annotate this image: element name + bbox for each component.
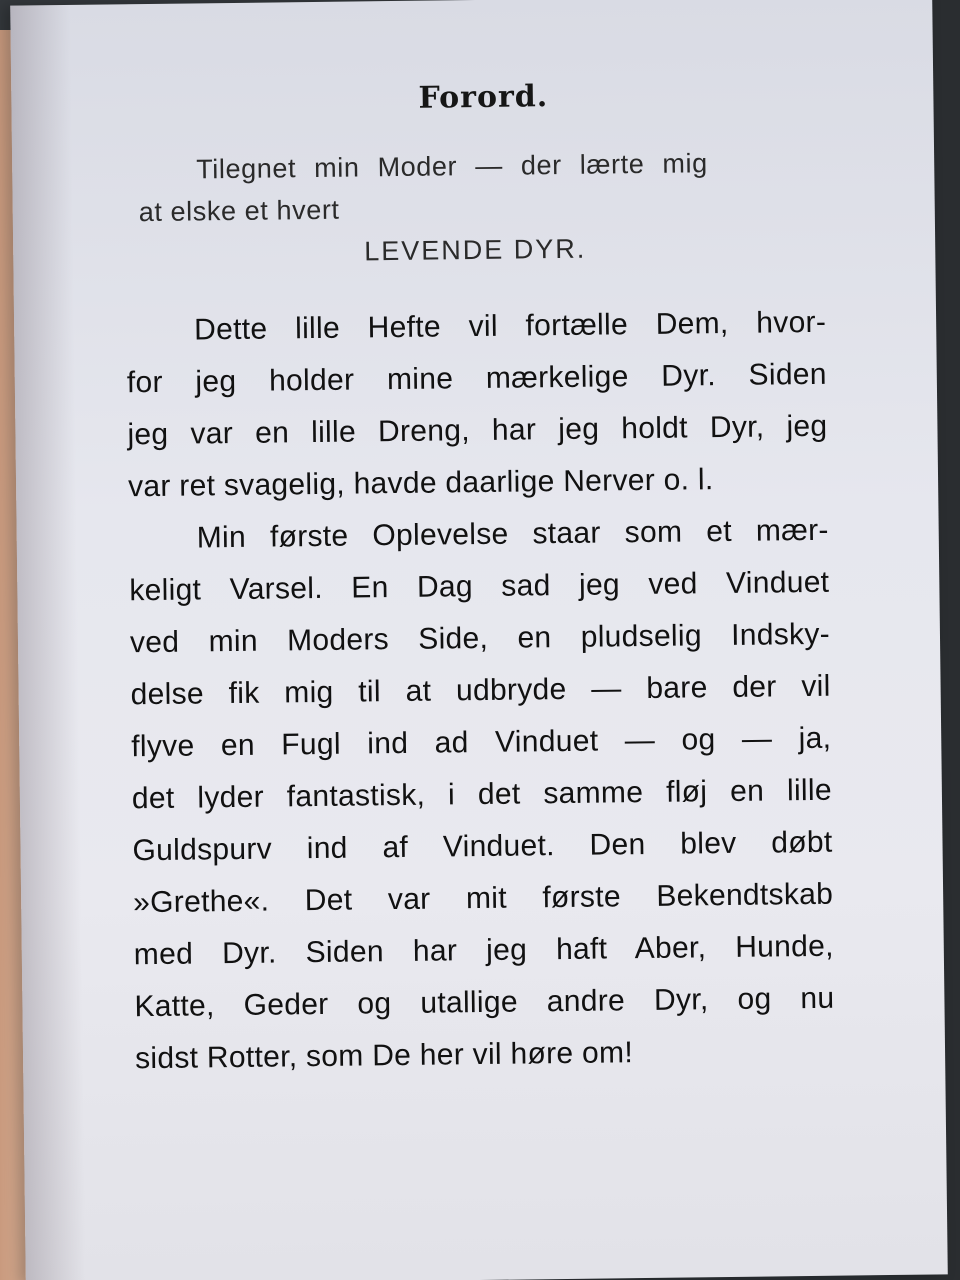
paragraph-first-experience	[128, 505, 835, 1086]
page-title: Forord.	[418, 79, 549, 116]
text-line: det lyder fantastisk, i det samme fløj en lille	[131, 773, 833, 816]
dedication-heading: LEVENDE DYR.	[364, 233, 587, 267]
text-line: for jeg holder mine mærkelige Dyr. Siden	[126, 357, 827, 400]
booklet-page	[10, 0, 948, 1280]
paragraph-intro	[126, 297, 828, 514]
dedication	[124, 141, 825, 276]
dedication-line: Tilegnet min Moder — der lærte mig	[196, 148, 708, 185]
text-line: Min første Oplevelse staar som et mær-	[196, 513, 829, 555]
text-line: sidst Rotter, som De her vil høre om!	[134, 1036, 634, 1076]
page-text-block	[123, 76, 835, 1085]
text-line: keligt Varsel. En Dag sad jeg ved Vinduet	[129, 565, 830, 608]
text-line: Dette lille Hefte vil fortælle Dem, hvor-	[193, 305, 827, 347]
text-line: Guldspurv ind af Vinduet. Den blev døbt	[132, 825, 833, 868]
text-line: jeg var en lille Dreng, har jeg holdt Dyr, jeg	[127, 409, 828, 452]
text-line: delse fik mig til at udbryde — bare der vil	[130, 669, 831, 712]
text-line: »Grethe«. Det var mit første Bekendtskab	[132, 877, 834, 920]
text-line: flyve en Fugl ind ad Vinduet — og — ja,	[131, 721, 832, 764]
text-line: var ret svagelig, havde daarlige Nerver o. l.	[127, 463, 714, 504]
text-line: med Dyr. Siden har jeg haft Aber, Hunde,	[133, 929, 834, 972]
text-line: ved min Moders Side, en pludselig Indsky-	[129, 617, 831, 660]
text-line: Katte, Geder og utallige andre Dyr, og nu	[134, 981, 835, 1024]
dedication-line: at elske et hvert	[138, 194, 340, 228]
